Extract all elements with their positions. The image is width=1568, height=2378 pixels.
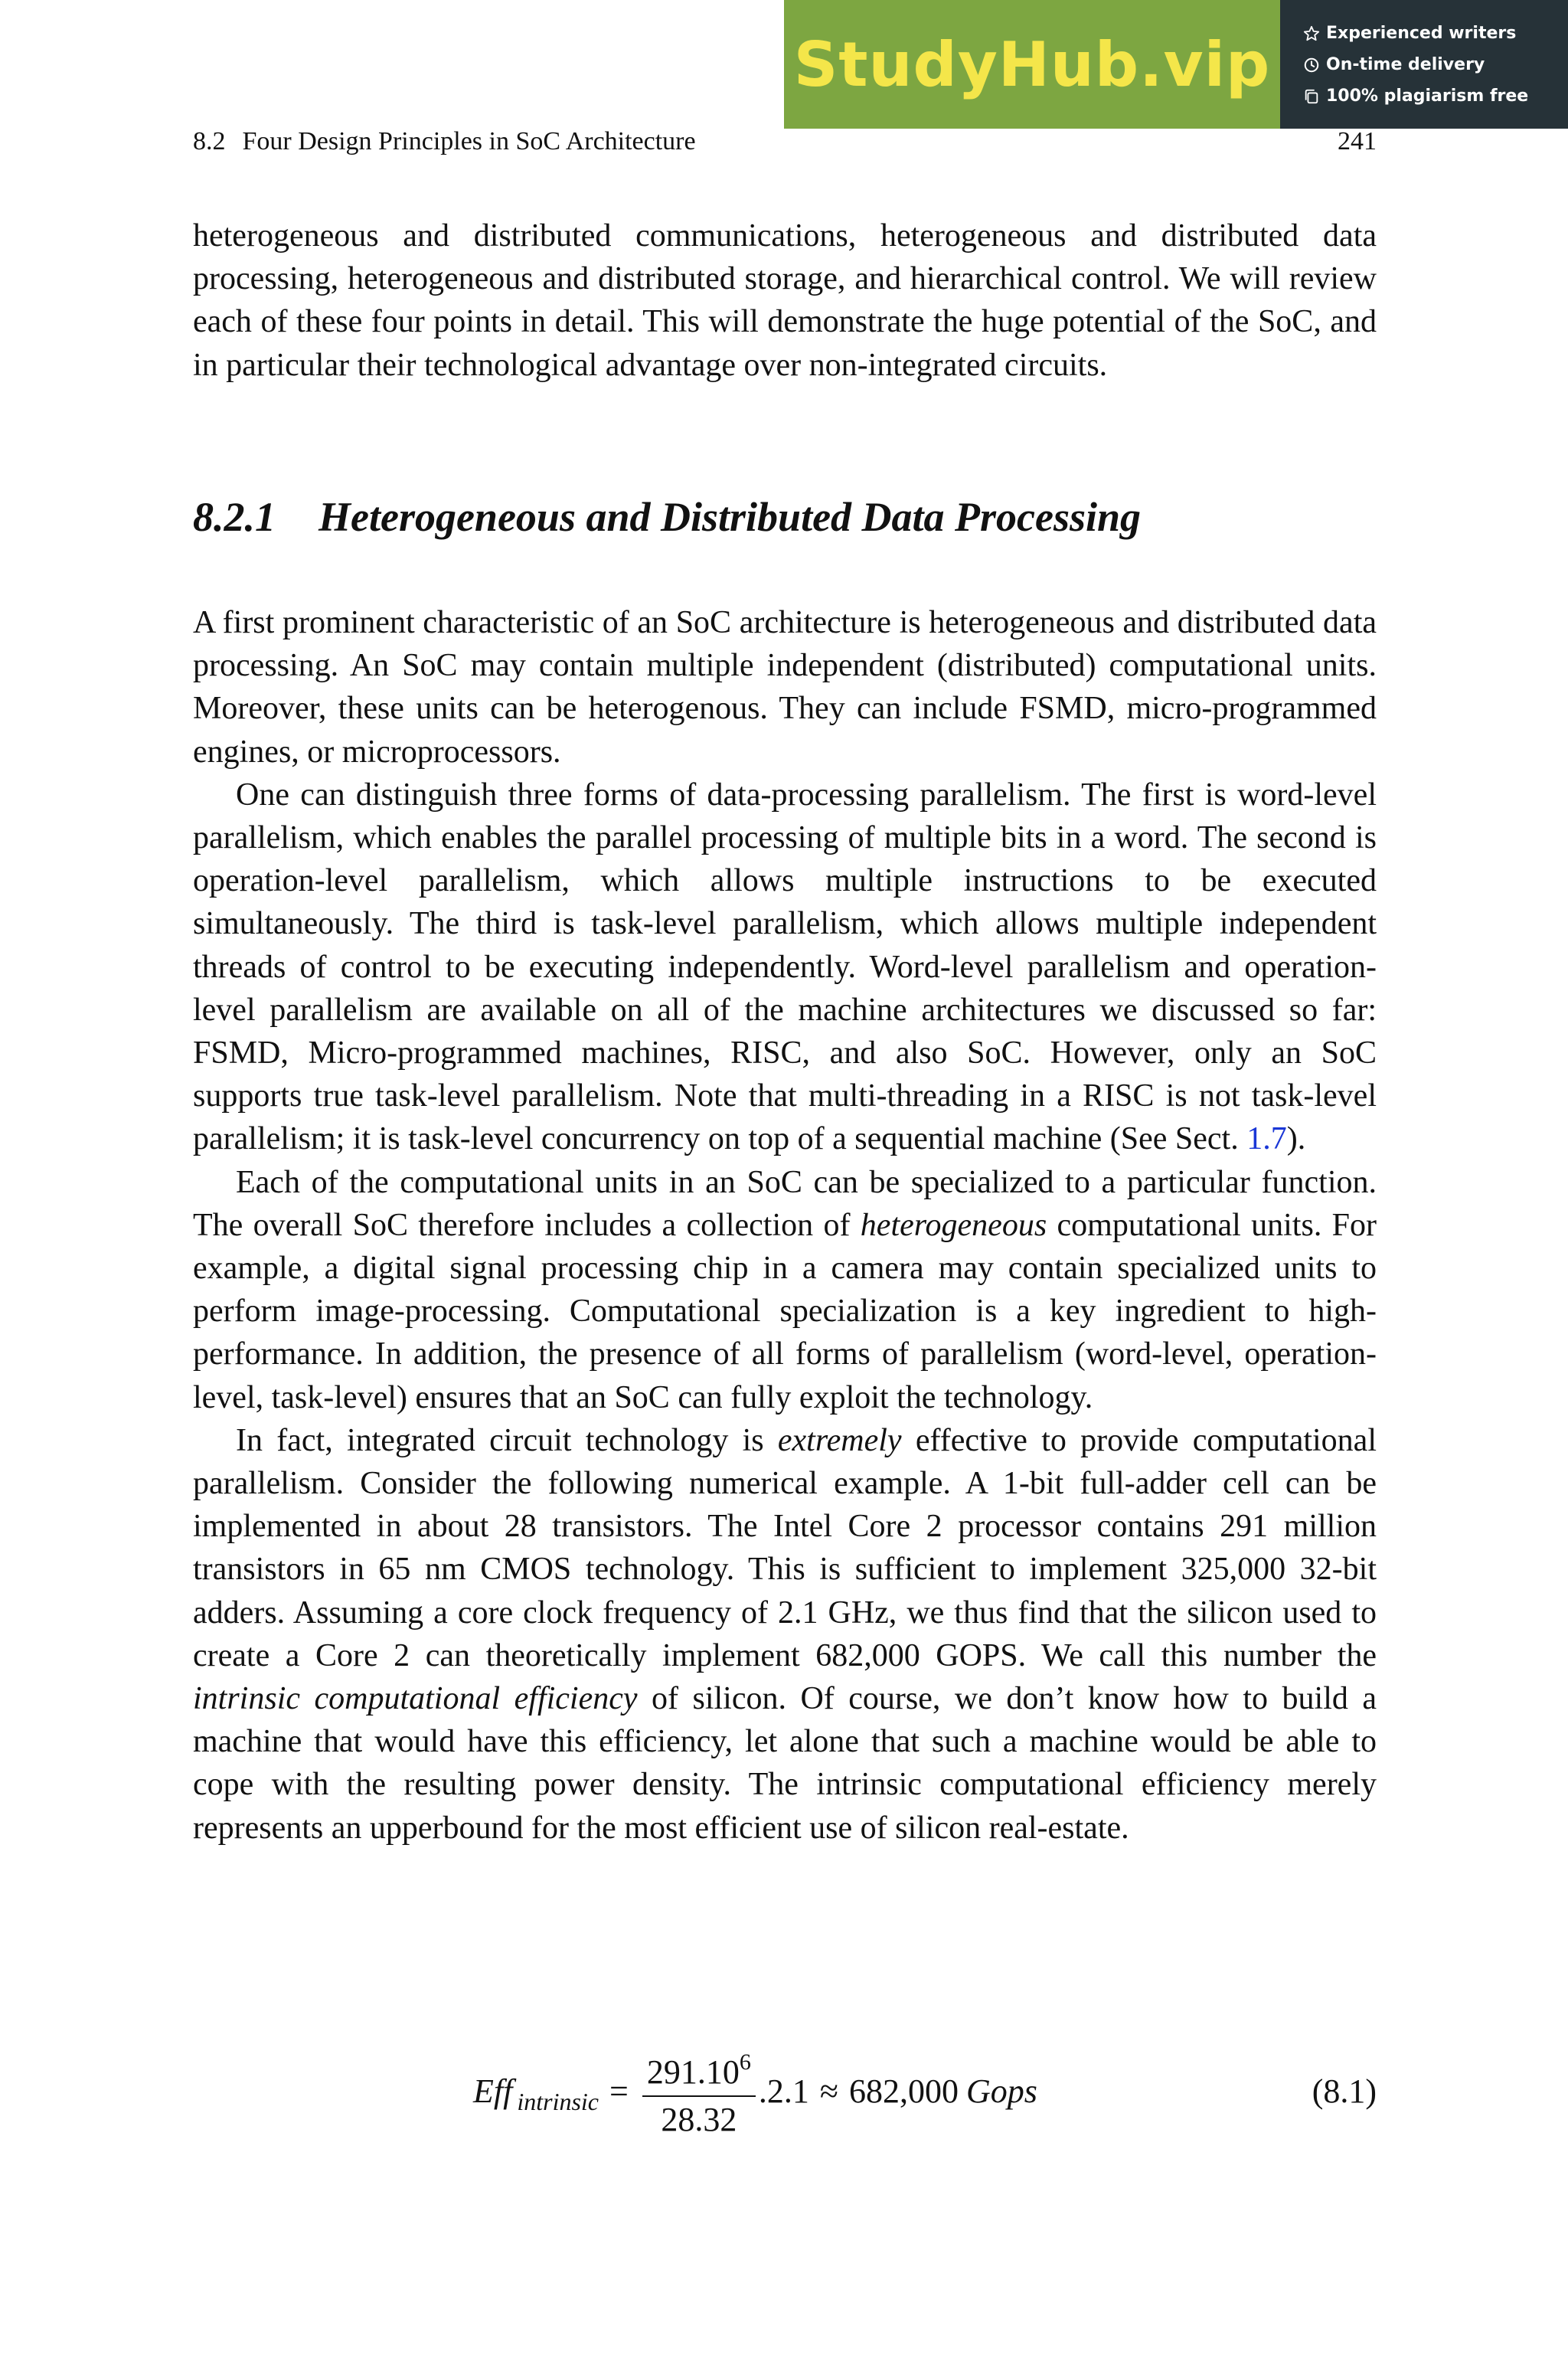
feature-text: 100% plagiarism free xyxy=(1326,87,1529,106)
paragraph-1: A first prominent characteristic of an SoC architecture is heterogeneous and distributed data processing. An SoC may contain multiple independent (distributed) computational units. Moreover, these units can be heterogenous. They can include FSMD, micro-programmed engines, or microprocessors. xyxy=(193,605,1377,770)
section-cross-reference-link[interactable]: 1.7 xyxy=(1246,1121,1287,1157)
paragraph-4-text-b: effective to provide computational parallelism. Consider the following numerical example. A 1-bit full-adder cell can be implemented in about 28 transistors. The Intel Core 2 processor contains 291 million transistors in 65 nm CMOS technology. This is sufficient to implement 325,000 32-bit adders. Assuming a core clock frequency of 2.1 GHz, we thus find that the silicon used to create a Core 2 can theoretically implement 682,000 GOPS. We call this number the xyxy=(193,1422,1377,1673)
running-head-section-number: 8.2 xyxy=(193,127,226,155)
paragraph-4-text-a: In fact, integrated circuit technology is xyxy=(236,1422,778,1458)
intro-block xyxy=(193,214,1377,387)
equation-result: 682,000 xyxy=(848,2072,959,2110)
feature-text: On-time delivery xyxy=(1326,55,1485,74)
section-title: Heterogeneous and Distributed Data Processing xyxy=(318,494,1142,540)
paragraph-4 xyxy=(193,1419,1377,1850)
running-head xyxy=(193,127,1377,161)
equation-lhs-subscript: intrinsic xyxy=(517,2087,599,2115)
brand-logo[interactable] xyxy=(784,0,1280,129)
numerator-exponent: 6 xyxy=(739,2049,751,2075)
feature-experienced-writers xyxy=(1303,20,1568,47)
feature-on-time-delivery xyxy=(1303,51,1568,78)
equation-fraction xyxy=(642,2043,756,2140)
intro-paragraph: heterogeneous and distributed communications, heterogeneous and distributed data processing, heterogeneous and distributed storage, and hierarchical control. We will review each of these four points in detail. This will demonstrate the huge potential of the SoC, and in particular their technological advantage over non-integrated circuits. xyxy=(193,218,1377,383)
equation-approx: ≈ xyxy=(819,2072,838,2110)
equation-units: Gops xyxy=(965,2072,1037,2110)
equation-equals: = xyxy=(609,2072,629,2110)
equation-label: (8.1) xyxy=(1312,2072,1377,2110)
feature-plagiarism-free xyxy=(1303,83,1568,110)
paragraph-3-text-a: Each of the computational units in an SoC can be specialized to a particular function. The overall SoC therefore includes a collection of xyxy=(193,1164,1377,1243)
star-icon xyxy=(1303,25,1320,42)
equation-8-1 xyxy=(193,2041,1377,2141)
equation-lhs: Eff xyxy=(473,2072,513,2110)
paragraph-3-emphasis: heterogeneous xyxy=(860,1207,1047,1243)
section-body xyxy=(193,601,1377,1850)
promo-banner[interactable] xyxy=(784,0,1568,129)
paragraph-2 xyxy=(193,774,1377,1161)
paragraph-2-end: ). xyxy=(1286,1121,1306,1157)
running-head-section-title: Four Design Principles in SoC Architecture xyxy=(242,127,696,155)
page-number: 241 xyxy=(1338,127,1377,155)
paragraph-3 xyxy=(193,1161,1377,1419)
running-head-title xyxy=(193,127,696,156)
brand-name: StudyHub.vip xyxy=(793,28,1271,100)
paragraph-2-text: One can distinguish three forms of data-processing parallelism. The first is word-level parallelism, which enables the parallel processing of multiple bits in a word. The second is operation-level parallelism, which allows multiple instructions to be executed simultaneously. The third is task-level parallelism, which allows multiple independent threads of control to be executing independently. Word-level parallelism and operation-level parallelism are available on all of the machine architectures we discussed so far: FSMD, Micro-programmed machines, RISC, and also SoC. However, only an SoC supports true task-level parallelism. Note that multi-threading in a RISC is not task-level parallelism; it is task-level concurrency on top of a sequential machine (See Sect. xyxy=(193,777,1377,1157)
section-heading xyxy=(193,490,1377,544)
section-number: 8.2.1 xyxy=(193,494,276,540)
feature-text: Experienced writers xyxy=(1326,24,1517,43)
fraction-denominator: 28.32 xyxy=(661,2100,737,2138)
paragraph-3-text-b: computational units. For example, a digital signal processing chip in a camera may contain specialized units to perform image-processing. Computational specialization is a key ingredient to high-performance. In addition, the presence of all forms of parallelism (word-level, operation-level, task-level) ensures that an SoC can fully exploit the technology. xyxy=(193,1207,1377,1415)
equation-body xyxy=(473,2041,1037,2141)
numerator-base: 291.10 xyxy=(646,2053,740,2091)
clock-icon xyxy=(1303,57,1320,74)
paragraph-4-text-c: of silicon. Of course, we don’t know how to build a machine that would have this efficiency, let alone that such a machine would be able to cope with the resulting power density. The intrinsic computational efficiency merely represents an upperbound for the most efficient use of silicon real-estate. xyxy=(193,1681,1377,1846)
paragraph-4-emphasis-1: extremely xyxy=(777,1422,902,1458)
banner-features xyxy=(1280,0,1568,129)
fraction-numerator xyxy=(642,2043,756,2097)
copy-icon xyxy=(1303,88,1320,105)
equation-factor: .2.1 xyxy=(758,2072,809,2110)
paragraph-4-emphasis-2: intrinsic computational efficiency xyxy=(193,1681,638,1717)
